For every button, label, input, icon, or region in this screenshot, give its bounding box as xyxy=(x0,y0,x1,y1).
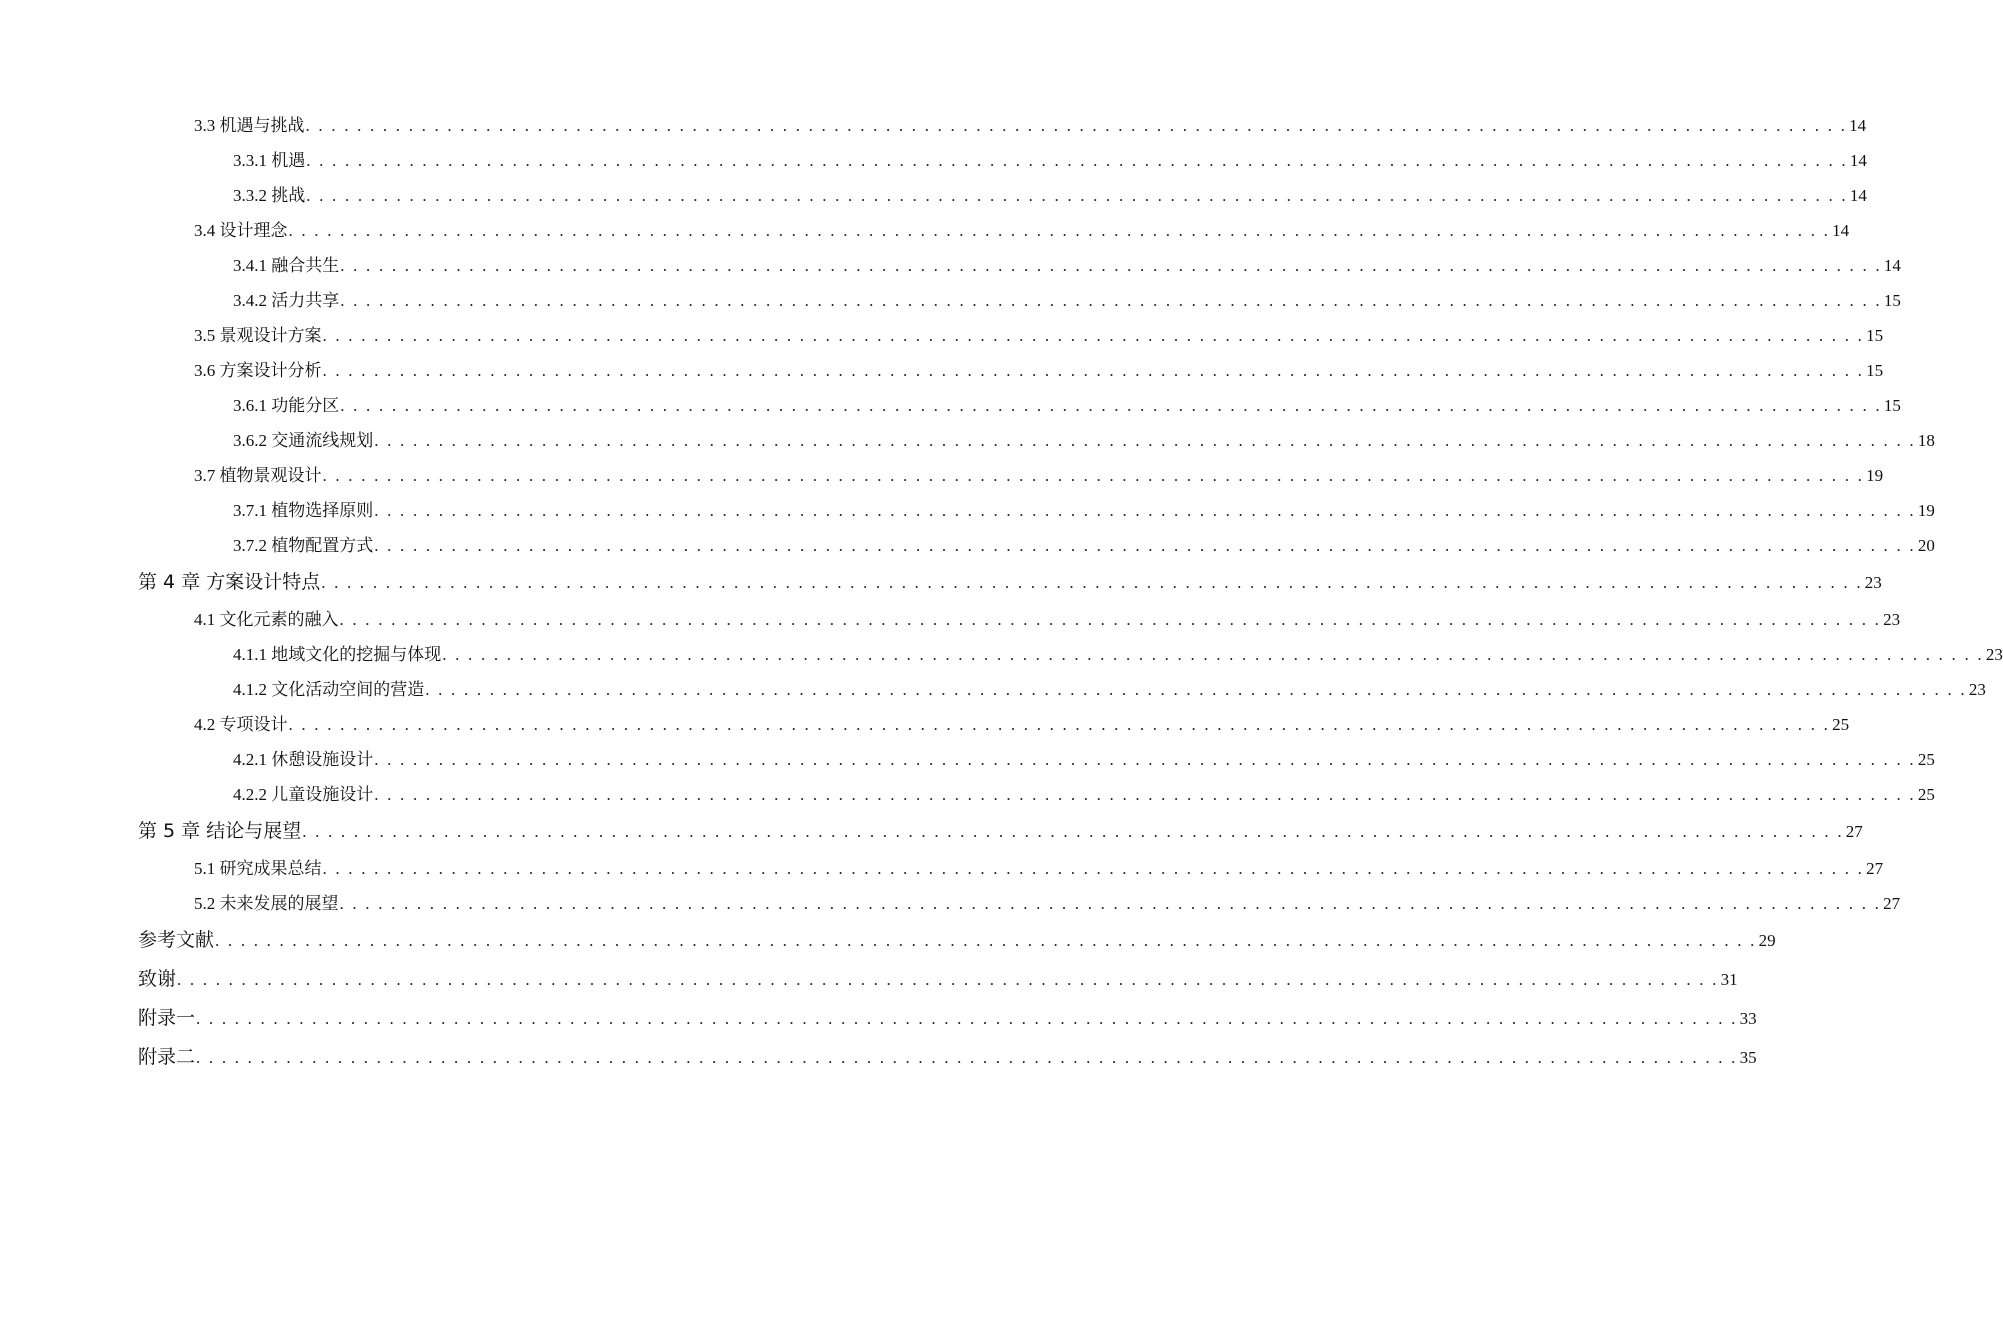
toc-entry-page-number: 23 xyxy=(1864,573,1882,592)
dot-leader: . . . . . . . . . . . . . . . . . . . . . . . . . . . . . . . . . . . . . . . . . . . . . . . . . . . . . . . . . . . . . . . . . . . . . . . . . . . . . . . . . . . . . . . . . . . . . . . . . . . . . . . . . . . . . . . . . . . . . . . . xyxy=(374,536,1916,555)
toc-entry[interactable] xyxy=(0,960,1738,999)
dot-leader: . . . . . . . . . . . . . . . . . . . . . . . . . . . . . . . . . . . . . . . . . . . . . . . . . . . . . . . . . . . . . . . . . . . . . . . . . . . . . . . . . . . . . . . . . . . . . . . . . . . . . . . . . . . . . . . . . . . . . . . . xyxy=(339,610,1882,629)
dot-leader: . . . . . . . . . . . . . . . . . . . . . . . . . . . . . . . . . . . . . . . . . . . . . . . . . . . . . . . . . . . . . . . . . . . . . . . . . . . . . . . . . . . . . . . . . . . . . . . . . . . . . . . . . . . . . . . . . . . . . . . . xyxy=(322,859,1865,878)
dot-leader: . . . . . . . . . . . . . . . . . . . . . . . . . . . . . . . . . . . . . . . . . . . . . . . . . . . . . . . . . . . . . . . . . . . . . . . . . . . . . . . . . . . . . . . . . . . . . . . . . . . . . . . . . . . . . . . . . . . . . . . . xyxy=(321,573,1863,592)
toc-entry[interactable] xyxy=(0,812,1863,851)
toc-entry-title: 4.1.1 地域文化的挖掘与体现 xyxy=(233,645,442,664)
toc-entry-title: 3.5 景观设计方案 xyxy=(194,326,322,345)
toc-entry-title: 3.3.2 挑战 xyxy=(233,186,306,205)
toc-entry[interactable] xyxy=(0,851,1884,886)
dot-leader: . . . . . . . . . . . . . . . . . . . . . . . . . . . . . . . . . . . . . . . . . . . . . . . . . . . . . . . . . . . . . . . . . . . . . . . . . . . . . . . . . . . . . . . . . . . . . . . . . . . . . . . . . . . . . . . . . . . . . . . . xyxy=(425,680,1967,699)
toc-entry[interactable] xyxy=(0,353,1884,388)
toc-entry-page-number: 33 xyxy=(1739,1009,1757,1028)
toc-entry[interactable] xyxy=(0,637,2003,672)
toc-entry-title: 5.2 未来发展的展望 xyxy=(194,894,339,913)
toc-entry[interactable] xyxy=(0,1038,1757,1077)
toc-entry-title: 3.4.1 融合共生 xyxy=(233,256,340,275)
toc-entry-title: 3.6.1 功能分区 xyxy=(233,396,340,415)
table-of-contents xyxy=(0,108,2003,1077)
toc-entry-page-number: 15 xyxy=(1883,396,1901,415)
toc-entry[interactable] xyxy=(0,886,1901,921)
toc-entry-title: 3.6 方案设计分析 xyxy=(194,361,322,380)
toc-entry-page-number: 14 xyxy=(1832,221,1850,240)
toc-entry-page-number: 27 xyxy=(1883,894,1901,913)
toc-entry-title: 第 5 章 结论与展望 xyxy=(138,820,302,842)
toc-entry-page-number: 15 xyxy=(1866,361,1884,380)
toc-entry-page-number: 23 xyxy=(1985,645,2003,664)
dot-leader: . . . . . . . . . . . . . . . . . . . . . . . . . . . . . . . . . . . . . . . . . . . . . . . . . . . . . . . . . . . . . . . . . . . . . . . . . . . . . . . . . . . . . . . . . . . . . . . . . . . . . . . . . . . . . . . . . . . . . . . . xyxy=(322,466,1865,485)
dot-leader: . . . . . . . . . . . . . . . . . . . . . . . . . . . . . . . . . . . . . . . . . . . . . . . . . . . . . . . . . . . . . . . . . . . . . . . . . . . . . . . . . . . . . . . . . . . . . . . . . . . . . . . . . . . . . . . . . . . . . . . . xyxy=(306,186,1848,205)
toc-entry-title: 4.2 专项设计 xyxy=(194,715,288,734)
toc-entry[interactable] xyxy=(0,528,1935,563)
toc-entry[interactable] xyxy=(0,742,1935,777)
toc-entry[interactable] xyxy=(0,248,1901,283)
toc-entry[interactable] xyxy=(0,458,1884,493)
toc-entry-title: 3.4.2 活力共享 xyxy=(233,291,340,310)
dot-leader: . . . . . . . . . . . . . . . . . . . . . . . . . . . . . . . . . . . . . . . . . . . . . . . . . . . . . . . . . . . . . . . . . . . . . . . . . . . . . . . . . . . . . . . . . . . . . . . . . . . . . . . . . . . . . . . . . . . . . . . . xyxy=(374,501,1916,520)
toc-entry-page-number: 23 xyxy=(1883,610,1901,629)
toc-entry-title: 3.3 机遇与挑战 xyxy=(194,116,305,135)
dot-leader: . . . . . . . . . . . . . . . . . . . . . . . . . . . . . . . . . . . . . . . . . . . . . . . . . . . . . . . . . . . . . . . . . . . . . . . . . . . . . . . . . . . . . . . . . . . . . . . . . . . . . . . . . . . . . . . . . . . . . . . . xyxy=(306,151,1848,170)
toc-entry-page-number: 25 xyxy=(1917,785,1935,804)
dot-leader: . . . . . . . . . . . . . . . . . . . . . . . . . . . . . . . . . . . . . . . . . . . . . . . . . . . . . . . . . . . . . . . . . . . . . . . . . . . . . . . . . . . . . . . . . . . . . . . . . . . . . . . . . . . . . . . . . . . . . . . . xyxy=(302,822,1844,841)
toc-entry-page-number: 14 xyxy=(1849,186,1867,205)
toc-entry-title: 3.6.2 交通流线规划 xyxy=(233,431,374,450)
toc-entry-title: 3.4 设计理念 xyxy=(194,221,288,240)
dot-leader: . . . . . . . . . . . . . . . . . . . . . . . . . . . . . . . . . . . . . . . . . . . . . . . . . . . . . . . . . . . . . . . . . . . . . . . . . . . . . . . . . . . . . . . . . . . . . . . . . . . . . . . . . . . . . . . . . . . . . . . . xyxy=(340,396,1882,415)
toc-entry[interactable] xyxy=(0,318,1884,353)
toc-entry[interactable] xyxy=(0,108,1867,143)
toc-entry-page-number: 14 xyxy=(1883,256,1901,275)
toc-entry-page-number: 19 xyxy=(1917,501,1935,520)
toc-entry-title: 3.7 植物景观设计 xyxy=(194,466,322,485)
toc-entry-page-number: 27 xyxy=(1866,859,1884,878)
toc-entry[interactable] xyxy=(0,423,1935,458)
toc-entry-page-number: 25 xyxy=(1917,750,1935,769)
toc-entry-page-number: 29 xyxy=(1758,931,1776,950)
toc-entry-page-number: 27 xyxy=(1845,822,1863,841)
toc-entry-title: 第 4 章 方案设计特点 xyxy=(138,571,321,593)
toc-entry-title: 4.2.1 休憩设施设计 xyxy=(233,750,374,769)
dot-leader: . . . . . . . . . . . . . . . . . . . . . . . . . . . . . . . . . . . . . . . . . . . . . . . . . . . . . . . . . . . . . . . . . . . . . . . . . . . . . . . . . . . . . . . . . . . . . . . . . . . . . . . . . . . . . . . . . . . . . . . . xyxy=(322,361,1865,380)
dot-leader: . . . . . . . . . . . . . . . . . . . . . . . . . . . . . . . . . . . . . . . . . . . . . . . . . . . . . . . . . . . . . . . . . . . . . . . . . . . . . . . . . . . . . . . . . . . . . . . . . . . . . . . . . . . . . . . . . . . . . . . . xyxy=(196,1009,1738,1028)
toc-entry[interactable] xyxy=(0,672,1986,707)
toc-entry-page-number: 35 xyxy=(1739,1048,1757,1067)
toc-entry-title: 致谢 xyxy=(138,968,177,990)
dot-leader: . . . . . . . . . . . . . . . . . . . . . . . . . . . . . . . . . . . . . . . . . . . . . . . . . . . . . . . . . . . . . . . . . . . . . . . . . . . . . . . . . . . . . . . . . . . . . . . . . . . . . . . . . . . . . . . . . . . . . . . . xyxy=(215,931,1757,950)
toc-entry-title: 参考文献 xyxy=(138,929,215,951)
toc-entry-page-number: 31 xyxy=(1720,970,1738,989)
toc-entry[interactable] xyxy=(0,563,1882,602)
toc-entry[interactable] xyxy=(0,283,1901,318)
toc-entry[interactable] xyxy=(0,178,1867,213)
toc-entry-title: 附录二 xyxy=(138,1046,196,1068)
toc-entry-title: 附录一 xyxy=(138,1007,196,1029)
dot-leader: . . . . . . . . . . . . . . . . . . . . . . . . . . . . . . . . . . . . . . . . . . . . . . . . . . . . . . . . . . . . . . . . . . . . . . . . . . . . . . . . . . . . . . . . . . . . . . . . . . . . . . . . . . . . . . . . . . . . . . . . xyxy=(288,715,1831,734)
toc-entry-page-number: 19 xyxy=(1866,466,1884,485)
toc-entry-title: 3.7.1 植物选择原则 xyxy=(233,501,374,520)
toc-entry-page-number: 25 xyxy=(1832,715,1850,734)
dot-leader: . . . . . . . . . . . . . . . . . . . . . . . . . . . . . . . . . . . . . . . . . . . . . . . . . . . . . . . . . . . . . . . . . . . . . . . . . . . . . . . . . . . . . . . . . . . . . . . . . . . . . . . . . . . . . . . . . . . . . . . . xyxy=(339,894,1882,913)
toc-entry-page-number: 15 xyxy=(1866,326,1884,345)
toc-entry[interactable] xyxy=(0,143,1867,178)
toc-entry-page-number: 15 xyxy=(1883,291,1901,310)
toc-entry-page-number: 14 xyxy=(1849,116,1867,135)
dot-leader: . . . . . . . . . . . . . . . . . . . . . . . . . . . . . . . . . . . . . . . . . . . . . . . . . . . . . . . . . . . . . . . . . . . . . . . . . . . . . . . . . . . . . . . . . . . . . . . . . . . . . . . . . . . . . . . . . . . . . . . . xyxy=(340,256,1882,275)
dot-leader: . . . . . . . . . . . . . . . . . . . . . . . . . . . . . . . . . . . . . . . . . . . . . . . . . . . . . . . . . . . . . . . . . . . . . . . . . . . . . . . . . . . . . . . . . . . . . . . . . . . . . . . . . . . . . . . . . . . . . . . . xyxy=(374,785,1916,804)
dot-leader: . . . . . . . . . . . . . . . . . . . . . . . . . . . . . . . . . . . . . . . . . . . . . . . . . . . . . . . . . . . . . . . . . . . . . . . . . . . . . . . . . . . . . . . . . . . . . . . . . . . . . . . . . . . . . . . . . . . . . . . . xyxy=(177,970,1719,989)
dot-leader: . . . . . . . . . . . . . . . . . . . . . . . . . . . . . . . . . . . . . . . . . . . . . . . . . . . . . . . . . . . . . . . . . . . . . . . . . . . . . . . . . . . . . . . . . . . . . . . . . . . . . . . . . . . . . . . . . . . . . . . . xyxy=(322,326,1865,345)
toc-entry-page-number: 23 xyxy=(1968,680,1986,699)
toc-entry-page-number: 14 xyxy=(1849,151,1867,170)
toc-entry-title: 4.1 文化元素的融入 xyxy=(194,610,339,629)
toc-entry[interactable] xyxy=(0,921,1776,960)
dot-leader: . . . . . . . . . . . . . . . . . . . . . . . . . . . . . . . . . . . . . . . . . . . . . . . . . . . . . . . . . . . . . . . . . . . . . . . . . . . . . . . . . . . . . . . . . . . . . . . . . . . . . . . . . . . . . . . . . . . . . . . . xyxy=(305,116,1848,135)
toc-entry[interactable] xyxy=(0,388,1901,423)
toc-entry-title: 3.7.2 植物配置方式 xyxy=(233,536,374,555)
toc-entry-title: 4.2.2 儿童设施设计 xyxy=(233,785,374,804)
toc-entry-title: 3.3.1 机遇 xyxy=(233,151,306,170)
dot-leader: . . . . . . . . . . . . . . . . . . . . . . . . . . . . . . . . . . . . . . . . . . . . . . . . . . . . . . . . . . . . . . . . . . . . . . . . . . . . . . . . . . . . . . . . . . . . . . . . . . . . . . . . . . . . . . . . . . . . . . . . xyxy=(442,645,1984,664)
dot-leader: . . . . . . . . . . . . . . . . . . . . . . . . . . . . . . . . . . . . . . . . . . . . . . . . . . . . . . . . . . . . . . . . . . . . . . . . . . . . . . . . . . . . . . . . . . . . . . . . . . . . . . . . . . . . . . . . . . . . . . . . xyxy=(374,431,1916,450)
toc-entry-page-number: 20 xyxy=(1917,536,1935,555)
toc-entry-title: 5.1 研究成果总结 xyxy=(194,859,322,878)
toc-entry[interactable] xyxy=(0,213,1850,248)
toc-entry[interactable] xyxy=(0,602,1901,637)
toc-entry-title: 4.1.2 文化活动空间的营造 xyxy=(233,680,425,699)
dot-leader: . . . . . . . . . . . . . . . . . . . . . . . . . . . . . . . . . . . . . . . . . . . . . . . . . . . . . . . . . . . . . . . . . . . . . . . . . . . . . . . . . . . . . . . . . . . . . . . . . . . . . . . . . . . . . . . . . . . . . . . . xyxy=(340,291,1882,310)
toc-entry-page-number: 18 xyxy=(1917,431,1935,450)
toc-entry[interactable] xyxy=(0,999,1757,1038)
dot-leader: . . . . . . . . . . . . . . . . . . . . . . . . . . . . . . . . . . . . . . . . . . . . . . . . . . . . . . . . . . . . . . . . . . . . . . . . . . . . . . . . . . . . . . . . . . . . . . . . . . . . . . . . . . . . . . . . . . . . . . . . xyxy=(196,1048,1738,1067)
dot-leader: . . . . . . . . . . . . . . . . . . . . . . . . . . . . . . . . . . . . . . . . . . . . . . . . . . . . . . . . . . . . . . . . . . . . . . . . . . . . . . . . . . . . . . . . . . . . . . . . . . . . . . . . . . . . . . . . . . . . . . . . xyxy=(374,750,1916,769)
dot-leader: . . . . . . . . . . . . . . . . . . . . . . . . . . . . . . . . . . . . . . . . . . . . . . . . . . . . . . . . . . . . . . . . . . . . . . . . . . . . . . . . . . . . . . . . . . . . . . . . . . . . . . . . . . . . . . . . . . . . . . . . xyxy=(288,221,1831,240)
toc-entry[interactable] xyxy=(0,777,1935,812)
toc-entry[interactable] xyxy=(0,707,1850,742)
toc-entry[interactable] xyxy=(0,493,1935,528)
